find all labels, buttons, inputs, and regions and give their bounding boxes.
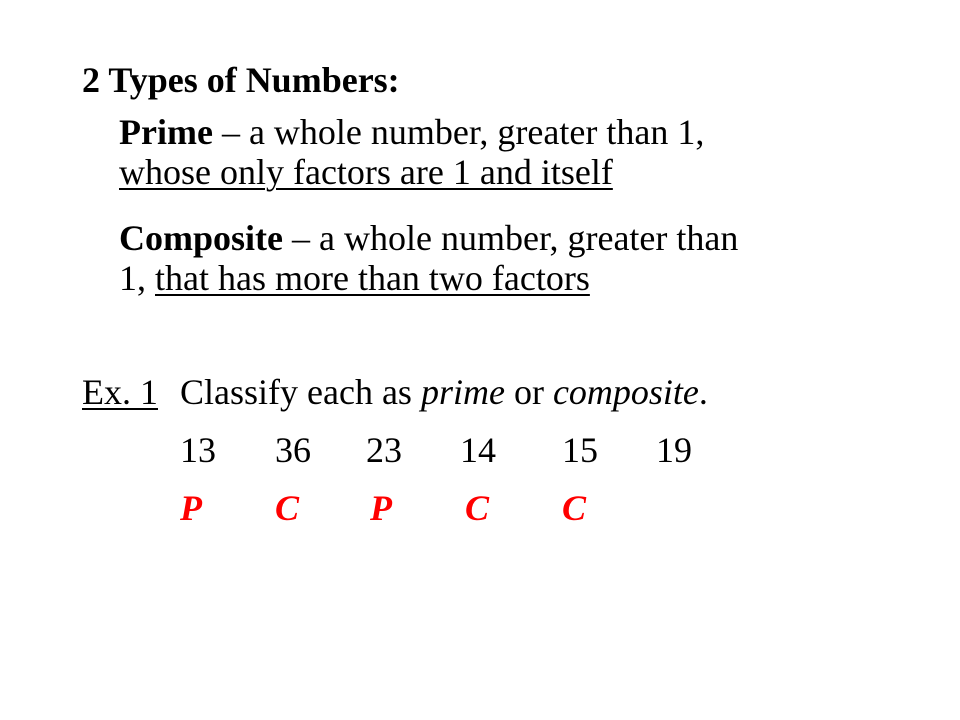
answer-item: P xyxy=(370,488,392,528)
prime-definition-line-1 xyxy=(82,112,902,152)
number-item: 15 xyxy=(562,430,598,470)
composite-term: Composite xyxy=(119,218,283,258)
answer-item: C xyxy=(275,488,300,528)
number-row xyxy=(0,430,960,474)
example-word-composite: composite xyxy=(552,372,699,412)
slide-heading: 2 Types of Numbers: xyxy=(82,60,400,100)
composite-definition xyxy=(82,218,902,298)
example-word-prime: prime xyxy=(420,372,505,412)
number-item: 23 xyxy=(366,430,402,470)
composite-definition-text: – a whole number, greater than xyxy=(283,218,739,258)
example-text-mid: or xyxy=(504,372,553,412)
prime-term: Prime xyxy=(119,112,213,152)
composite-definition-line-1 xyxy=(82,218,902,258)
example-prompt xyxy=(82,372,708,412)
answer-item: C xyxy=(465,488,490,528)
answer-item: C xyxy=(562,488,587,528)
prime-definition-underlined: whose only factors are 1 and itself xyxy=(119,152,613,192)
example-label: Ex. 1 xyxy=(82,372,158,412)
prime-definition-line-2 xyxy=(82,152,902,192)
example-text-start: Classify each as xyxy=(180,372,421,412)
composite-definition-prefix: 1, xyxy=(119,258,155,298)
number-item: 13 xyxy=(180,430,216,470)
example-text-end: . xyxy=(698,372,708,412)
number-item: 14 xyxy=(460,430,496,470)
prime-definition-text: – a whole number, greater than 1, xyxy=(212,112,705,152)
answer-row xyxy=(0,488,960,532)
number-item: 36 xyxy=(275,430,311,470)
answer-item: P xyxy=(180,488,202,528)
composite-definition-line-2 xyxy=(82,258,902,298)
composite-definition-underlined: that has more than two factors xyxy=(155,258,590,298)
number-item: 19 xyxy=(656,430,692,470)
prime-definition xyxy=(82,112,902,192)
